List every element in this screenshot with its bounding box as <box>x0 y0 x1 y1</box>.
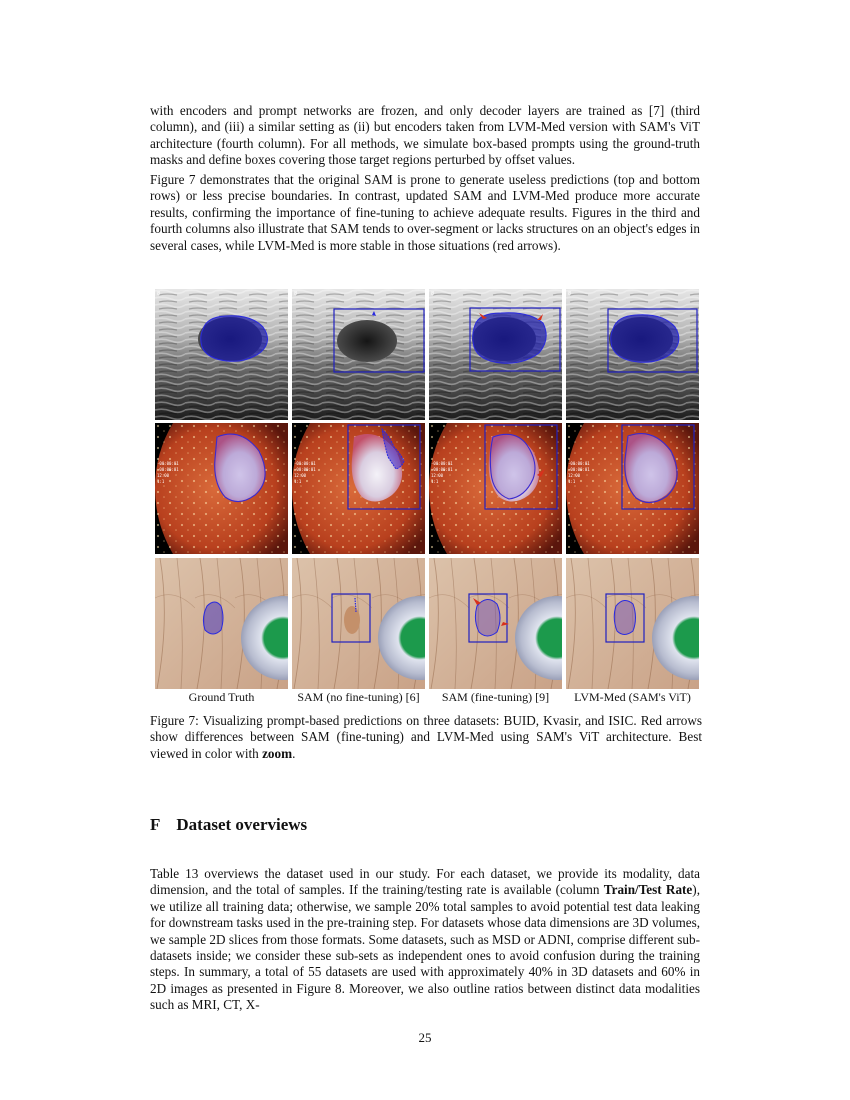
tile-kvasir-lvm-med <box>566 423 699 554</box>
tile-kvasir-sam-no-finetune <box>292 423 425 554</box>
column-label-lvm-med: LVM-Med (SAM's ViT) <box>574 690 691 704</box>
section-number: F <box>150 815 161 834</box>
body-paragraph-2: Figure 7 demonstrates that the original SAM is prone to generate useless predictions (top and bottom rows) or less precise boundaries. In contrast, updated SAM and LVM-Med produce more accurate results, confirming the importance of fine-tuning to achieve adequate results. Figures in the third and fourth columns also illustrate that SAM tends to over-segment or lacks structures on an object's edges in several cases, while LVM-Med is more stable in those situations (red arrows). <box>150 172 701 253</box>
body-paragraph-3: Table 13 overviews the dataset used in our study. For each dataset, we provide its modality, data dimension, and the total of samples. If the training/testing rate is available (column Train/Test Rate), we utilize all training data; otherwise, we sample 20% total samples to avoid potential test data leaking for downstream tasks used in the pre-training step. For datasets whose data dimensions are 3D volumes, we sample 2D slices from those formats. Some datasets, such as MSD or ADNI, comprise different sub-datasets inside; we consider these sub-sets as independent ones to avoid confusion during the training steps. In summary, a total of 55 datasets are used with approximately 40% in 3D datasets and 60% in 2D images as presented in Figure 8. Moreover, we also outline ratios between distinct data modalities such as MRI, CT, X- <box>150 866 700 1013</box>
svg-text:-00:00:01: -00:00:01 <box>294 467 316 472</box>
tile-buid-sam-finetune <box>429 289 562 420</box>
svg-text:-00:00:01: -00:00:01 <box>568 461 590 466</box>
body-paragraph-1: with encoders and prompt networks are frozen, and only decoder layers are trained as [7] (third column), and (iii) a similar setting as (ii) but encoders taken from LVM-Med version with SAM's ViT architecture (fourth column). For all methods, we simulate box-based prompts using the ground-truth masks and define boxes covering those target regions perturbed by offset values. <box>150 103 700 168</box>
svg-text:-00:00:01: -00:00:01 <box>157 461 179 466</box>
svg-text:8: 8 <box>294 291 298 297</box>
svg-text:8: 8 <box>568 291 572 297</box>
svg-text:12:00: 12:00 <box>568 473 581 478</box>
svg-text:1:1: 1:1 <box>568 479 576 484</box>
svg-text:-00:00:01: -00:00:01 <box>431 461 453 466</box>
tile-buid-lvm-med <box>566 289 699 420</box>
section-title: Dataset overviews <box>176 815 308 834</box>
svg-text:8: 8 <box>157 291 161 297</box>
tile-isic-sam-no-finetune <box>292 558 425 689</box>
column-label-sam-no-finetune: SAM (no fine-tuning) [6] <box>297 690 420 704</box>
mask-prediction <box>475 599 500 636</box>
svg-text:-00:00:01: -00:00:01 <box>157 467 179 472</box>
svg-text:1:1: 1:1 <box>294 479 302 484</box>
tile-kvasir-sam-finetune <box>429 423 562 554</box>
mask-prediction <box>611 315 679 363</box>
tile-kvasir-ground-truth <box>155 423 288 554</box>
svg-text:12:00: 12:00 <box>294 473 307 478</box>
svg-text:8: 8 <box>431 291 435 297</box>
caption-bold-word: zoom <box>262 745 293 761</box>
svg-text:12:00: 12:00 <box>157 473 170 478</box>
svg-text:12:00: 12:00 <box>431 473 444 478</box>
tile-isic-sam-finetune <box>429 558 562 689</box>
mask-ground-truth <box>203 602 223 634</box>
svg-text:-00:00:01: -00:00:01 <box>294 461 316 466</box>
page-number: 25 <box>418 1030 432 1045</box>
svg-text:-00:00:01: -00:00:01 <box>431 467 453 472</box>
tile-buid-sam-no-finetune <box>292 289 425 420</box>
mask-prediction <box>473 313 546 364</box>
tile-isic-lvm-med <box>566 558 699 689</box>
tile-isic-ground-truth <box>155 558 288 689</box>
svg-text:1:1: 1:1 <box>431 479 439 484</box>
tile-buid-ground-truth <box>155 289 288 420</box>
mask-prediction <box>614 600 635 634</box>
svg-text:1:1: 1:1 <box>157 479 165 484</box>
column-name-bold: Train/Test Rate <box>603 882 693 898</box>
mask-ground-truth <box>201 316 268 362</box>
figure-caption: Figure 7: Visualizing prompt-based predictions on three datasets: BUID, Kvasir, and ISIC. Red arrows show differences between SAM (fine-tuning) and LVM-Med using SAM's ViT architecture. Best viewed in color with zoom. <box>150 713 702 761</box>
column-label-sam-finetune: SAM (fine-tuning) [9] <box>441 690 550 704</box>
section-heading <box>150 815 307 835</box>
column-label-ground-truth: Ground Truth <box>188 690 255 704</box>
svg-text:-00:00:01: -00:00:01 <box>568 467 590 472</box>
